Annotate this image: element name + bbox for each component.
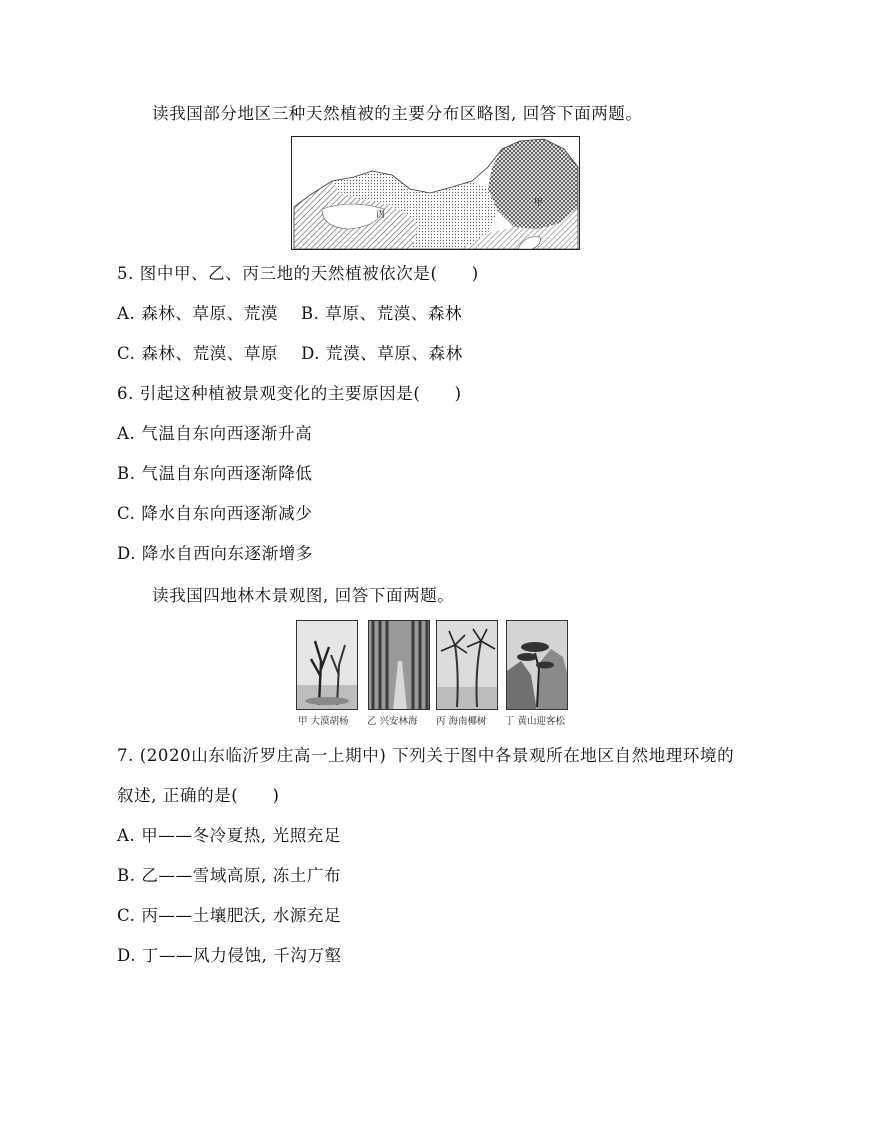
question-5-options-cd: C. 森林、荒漠、草原 D. 荒漠、草原、森林	[117, 344, 463, 363]
question-7-stem-line1: 7. (2020山东临沂罗庄高一上期中) 下列关于图中各景观所在地区自然地理环境的	[117, 746, 735, 765]
forest-photos	[296, 620, 576, 734]
intro-text-photos: 读我国四地林木景观图, 回答下面两题。	[152, 586, 455, 605]
caption-jia: 甲 大漠胡杨	[298, 716, 349, 727]
china-map-image	[292, 137, 580, 250]
question-5-stem: 5. 图中甲、乙、丙三地的天然植被依次是( )	[117, 264, 479, 283]
question-6-option-d: D. 降水自西向东逐渐增多	[117, 544, 313, 563]
map-label-jia: 甲	[534, 198, 544, 208]
photo-desert-poplar	[296, 620, 358, 710]
caption-bing: 丙 海南椰树	[436, 716, 487, 727]
intro-text-map: 读我国部分地区三种天然植被的主要分布区略图, 回答下面两题。	[152, 104, 643, 123]
photo-hainan-coconut	[436, 620, 498, 710]
question-7-option-d: D. 丁——风力侵蚀, 千沟万壑	[117, 946, 342, 965]
photo-xingan-forest	[368, 620, 430, 710]
question-5-options-ab: A. 森林、草原、荒漠 B. 草原、荒漠、森林	[117, 304, 463, 323]
question-7-option-a: A. 甲——冬冷夏热, 光照充足	[117, 826, 341, 845]
question-7-option-c: C. 丙——土壤肥沃, 水源充足	[117, 906, 342, 925]
question-6-option-c: C. 降水自东向西逐渐减少	[117, 504, 313, 523]
vegetation-map	[291, 136, 580, 250]
caption-ding: 丁 黄山迎客松	[505, 716, 566, 727]
photo-huangshan-pine	[506, 620, 568, 710]
question-6-option-b: B. 气温自东向西逐渐降低	[117, 464, 313, 483]
caption-yi: 乙 兴安林海	[367, 716, 418, 727]
map-label-bing: 丙	[376, 210, 386, 220]
question-6-option-a: A. 气温自东向西逐渐升高	[117, 424, 313, 443]
question-7-stem-line2: 叙述, 正确的是( )	[117, 786, 280, 805]
question-6-stem: 6. 引起这种植被景观变化的主要原因是( )	[117, 384, 462, 403]
question-7-option-b: B. 乙——雪域高原, 冻土广布	[117, 866, 342, 885]
